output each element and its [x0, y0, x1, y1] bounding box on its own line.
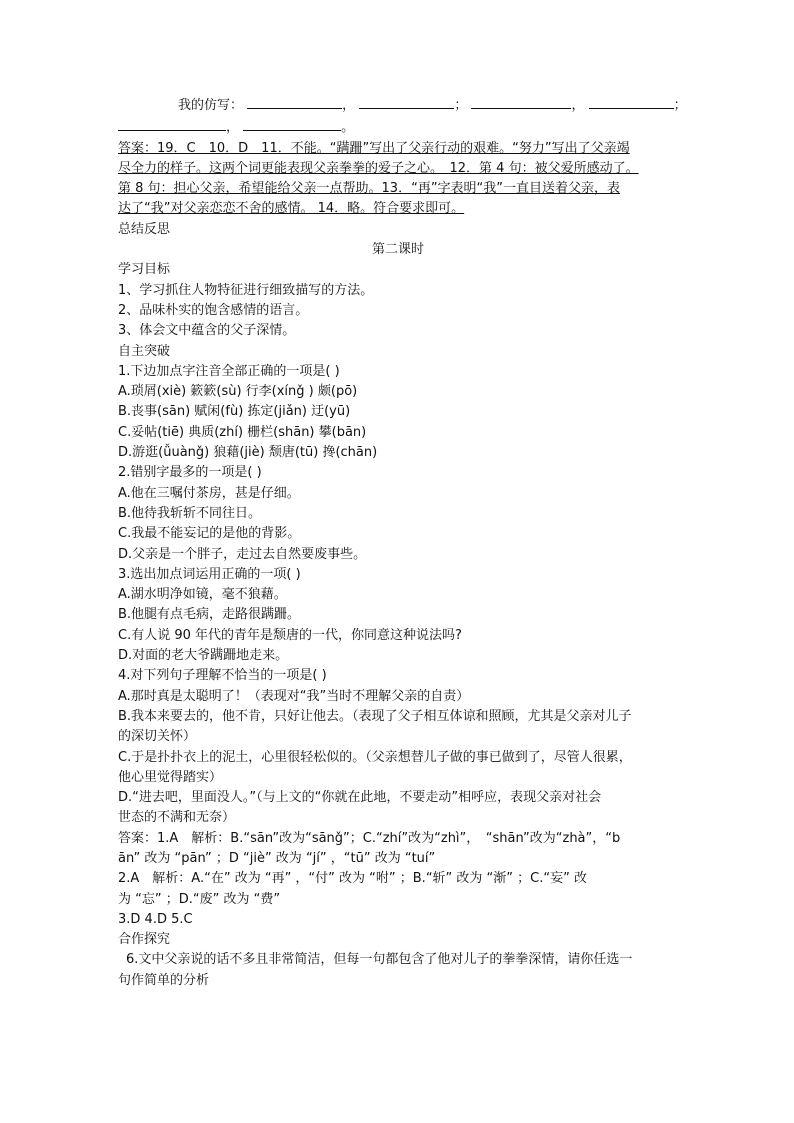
answer-line: 3.D 4.D 5.C — [118, 911, 193, 927]
punct: ； — [454, 98, 468, 113]
punct: 。 — [341, 120, 355, 136]
option-line: B.他待我斩斩不同往日。 — [118, 505, 262, 521]
question-line: 2.错别字最多的一项是( ) — [118, 465, 262, 481]
option-line: 他心里觉得踏实） — [118, 769, 223, 785]
punct: ， — [342, 98, 356, 113]
imitation-blank[interactable] — [359, 96, 454, 109]
option-line: B.我本来要去的，他不肯，只好让他去。（表现了父子相互体谅和照顾，尤其是父亲对儿子 — [118, 708, 632, 724]
option-line: A.湖水明净如镜，毫不狼藉。 — [118, 587, 287, 603]
option-line: C.我最不能妄记的是他的背影。 — [118, 526, 301, 542]
answer-block-2 — [118, 829, 678, 930]
option-line: 世态的不满和无奈） — [118, 810, 236, 826]
punct: ； — [673, 98, 687, 113]
imitation-line-1 — [118, 96, 687, 116]
imitation-label: 我的仿写： — [178, 98, 244, 113]
answer-line: 达了“我”对父亲恋恋不舍的感情。 14．略。符合要求即可。 — [118, 201, 465, 217]
option-line: B.他腿有点毛病，走路很蹒跚。 — [118, 607, 301, 623]
option-line: D.父亲是一个胖子，走过去自然要废事些。 — [118, 546, 367, 562]
answer-line: ān” 改为 “pān” ；D “jiè” 改为 “jí” ，“tū” 改为 “tuí” — [118, 850, 436, 866]
answer-block-1 — [118, 139, 678, 220]
option-line: 的深切关怀） — [118, 729, 197, 745]
section-heading-goals: 学习目标 — [118, 262, 171, 278]
goal-item: 3、体会文中蕴含的父子深情。 — [118, 323, 296, 339]
answer-line: 第 8 句：担心父亲，希望能给父亲一点帮助。13．“再”字表明“我”一直目送着父亲，表 — [118, 181, 621, 197]
option-line: D.游逛(ǚuànǧ) 狼藉(jiè) 颓唐(tū) 搀(chān) — [118, 445, 378, 461]
document-page — [118, 96, 687, 991]
goal-item: 2、品味朴实的饱含感情的语言。 — [118, 302, 309, 318]
option-line: C.于是扑扑衣上的泥土，心里很轻松似的。（父亲想替儿子做的事已做到了，尽管人很累， — [118, 749, 632, 765]
section-heading-coop: 合作探究 — [118, 932, 171, 948]
imitation-blank[interactable] — [471, 96, 571, 109]
section-heading-self: 自主突破 — [118, 343, 171, 359]
question-line: 1.下边加点字注音全部正确的一项是( ) — [118, 363, 340, 379]
punct: ， — [226, 120, 240, 136]
answer-line: 答案：1.A 解析：B.“sān”改为“sānǧ”；C.“zhí”改为“zhì”， “shān”改为“zhà”，“b — [118, 830, 621, 846]
imitation-blank[interactable] — [118, 118, 226, 131]
option-line: D.对面的老大爷蹒跚地走来。 — [118, 648, 289, 664]
question-line: 4.对下列句子理解不恰当的一项是( ) — [118, 668, 327, 684]
option-line: A.他在三嘱付茶房，甚是仔细。 — [118, 485, 300, 501]
section-heading-reflect: 总结反思 — [118, 221, 171, 237]
answer-line: 为 “忘” ；D.“废” 改为 “费” — [118, 891, 281, 907]
question-line: 句作简单的分析 — [118, 972, 210, 988]
option-line: B.丧事(sān) 赋闲(fù) 拣定(jiǎn) 迂(yū) — [118, 404, 351, 420]
option-line: C.有人说 90 年代的青年是颓唐的一代，你同意这种说法吗? — [118, 627, 462, 643]
goal-item: 1、学习抓住人物特征进行细致描写的方法。 — [118, 282, 374, 298]
imitation-blank[interactable] — [589, 96, 674, 109]
question-line: 3.选出加点词运用正确的一项( ) — [118, 566, 301, 582]
answer-line: 尽全力的样子。这两个词更能表现父亲拳拳的爱子之心。 12．第 4 句：被父爱所感动了。 — [118, 160, 639, 176]
option-line: A.琐屑(xiè) 簌簌(sù) 行李(xínǧ ) 颇(pō) — [118, 384, 358, 400]
imitation-line-2 — [118, 118, 678, 138]
option-line: D.“进去吧，里面没人。”（与上文的“你就在此地，不要走动”相呼应，表现父亲对社会 — [118, 790, 602, 806]
option-line: A.那时真是太聪明了！（表现对“我”当时不理解父亲的自责） — [118, 688, 470, 704]
answer-line: 2.A 解析：A.“在” 改为 “再” ，“付” 改为 “咐” ；B.“斩” 改为 “渐” ；C.“妄” 改 — [118, 871, 587, 887]
imitation-blank[interactable] — [247, 96, 342, 109]
option-line: C.妥帖(tiē) 典质(zhí) 栅栏(shān) 攀(bān) — [118, 424, 367, 440]
lesson-title: 第二课时 — [371, 242, 424, 258]
question-line: 6.文中父亲说的话不多且非常简洁，但每一句都包含了他对儿子的拳拳深情，请你任选一 — [126, 952, 633, 968]
answer-line: 答案：19．C 10．D 11．不能。“蹒跚”写出了父亲行动的艰难。“努力”写出了父亲竭 — [118, 140, 630, 156]
punct: ， — [571, 98, 585, 113]
imitation-blank[interactable] — [243, 118, 341, 131]
